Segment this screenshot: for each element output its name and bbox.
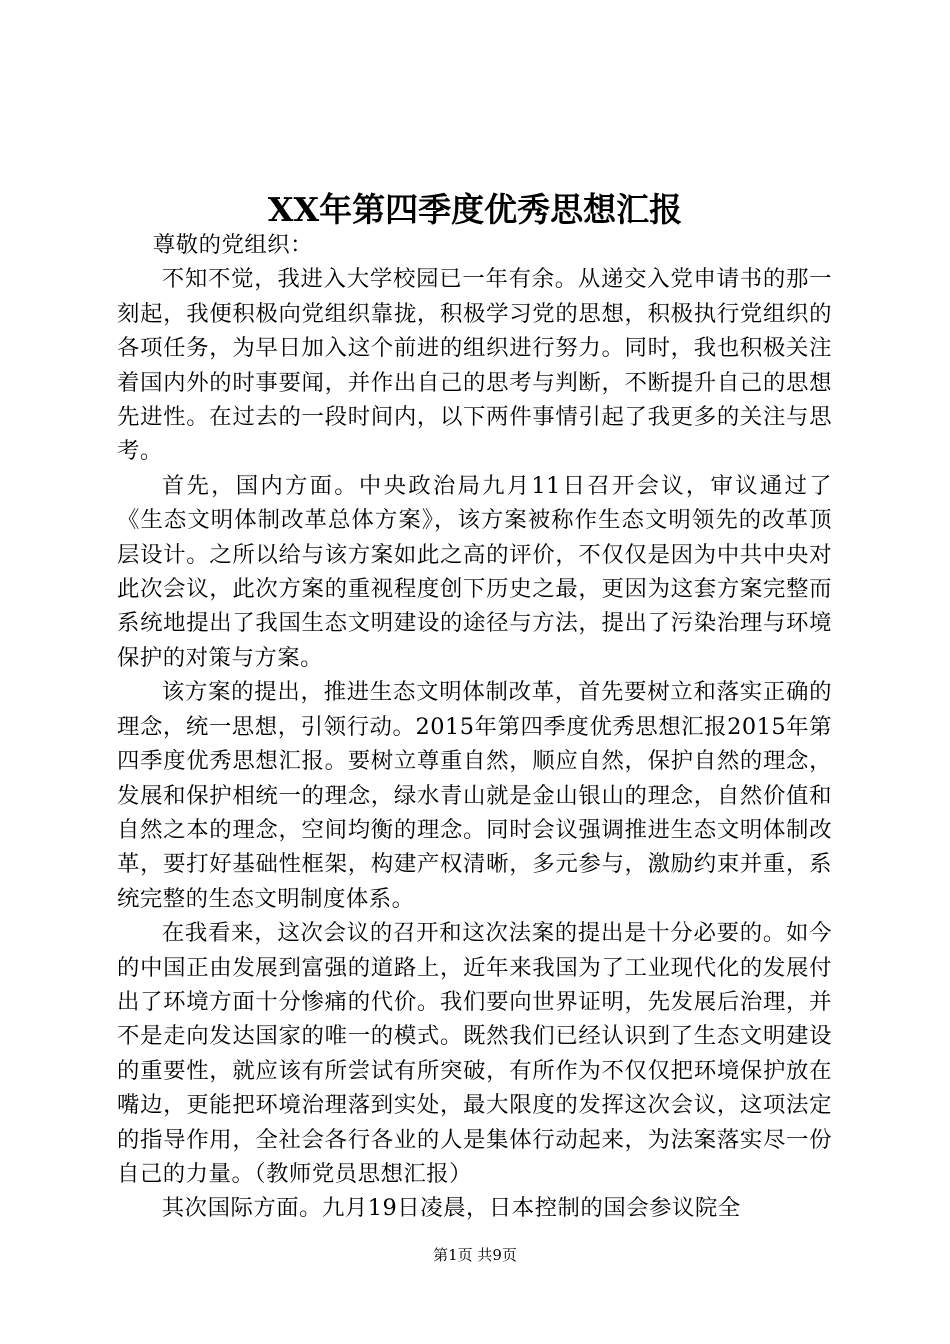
- paragraph-1: 不知不觉，我进入大学校园已一年有余。从递交入党申请书的那一刻起，我便积极向党组织靠拢，积极学习党的思想，积极执行党组织的各项任务，为早日加入这个前进的组织进行努力。同时，我也积极关注着国内外的时事要闻，并作出自己的思考与判断，不断提升自己的思想先进性。在过去的一段时间内，以下两件事情引起了我更多的关注与思考。: [117, 266, 832, 465]
- document-body: [117, 228, 832, 1226]
- document-title: XX年第四季度优秀思想汇报: [267, 190, 683, 229]
- paragraph-4: 在我看来，这次会议的召开和这次法案的提出是十分必要的。如今的中国正由发展到富强的道路上，近年来我国为了工业现代化的发展付出了环境方面十分惨痛的代价。我们要向世界证明，先发展后治理，并不是走向发达国家的唯一的模式。既然我们已经认识到了生态文明建设的重要性，就应该有所尝试有所突破，有所作为不仅仅把环境保护放在嘴边，更能把环境治理落到实处，最大限度的发挥这次会议，这项法定的指导作用，全社会各行各业的人是集体行动起来，为法案落实尽一份自己的力量。（教师党员思想汇报）: [117, 920, 832, 1187]
- paragraph-5: 其次国际方面。九月19日凌晨，日本控制的国会参议院全: [161, 1195, 741, 1222]
- paragraph-3: 该方案的提出，推进生态文明体制改革，首先要树立和落实正确的理念，统一思想，引领行动。2015年第四季度优秀思想汇报2015年第四季度优秀思想汇报。要树立尊重自然，顺应自然，保护自然的理念，发展和保护相统一的理念，绿水青山就是金山银山的理念，自然价值和自然之本的理念，空间均衡的理念。同时会议强调推进生态文明体制改革，要打好基础性框架，构建产权清晰，多元参与，激励约束并重，系统完整的生态文明制度体系。: [117, 679, 832, 912]
- paragraph-2: 首先，国内方面。中央政治局九月11日召开会议，审议通过了《生态文明体制改革总体方案》，该方案被称作生态文明领先的改革顶层设计。之所以给与该方案如此之高的评价，不仅仅是因为中共中央对此次会议，此次方案的重视程度创下历史之最，更因为这套方案完整而系统地提出了我国生态文明建设的途径与方法，提出了污染治理与环境保护的对策与方案。: [117, 472, 832, 671]
- page-footer: 第1页 共9页: [433, 1246, 517, 1264]
- salutation: 尊敬的党组织：: [152, 232, 314, 258]
